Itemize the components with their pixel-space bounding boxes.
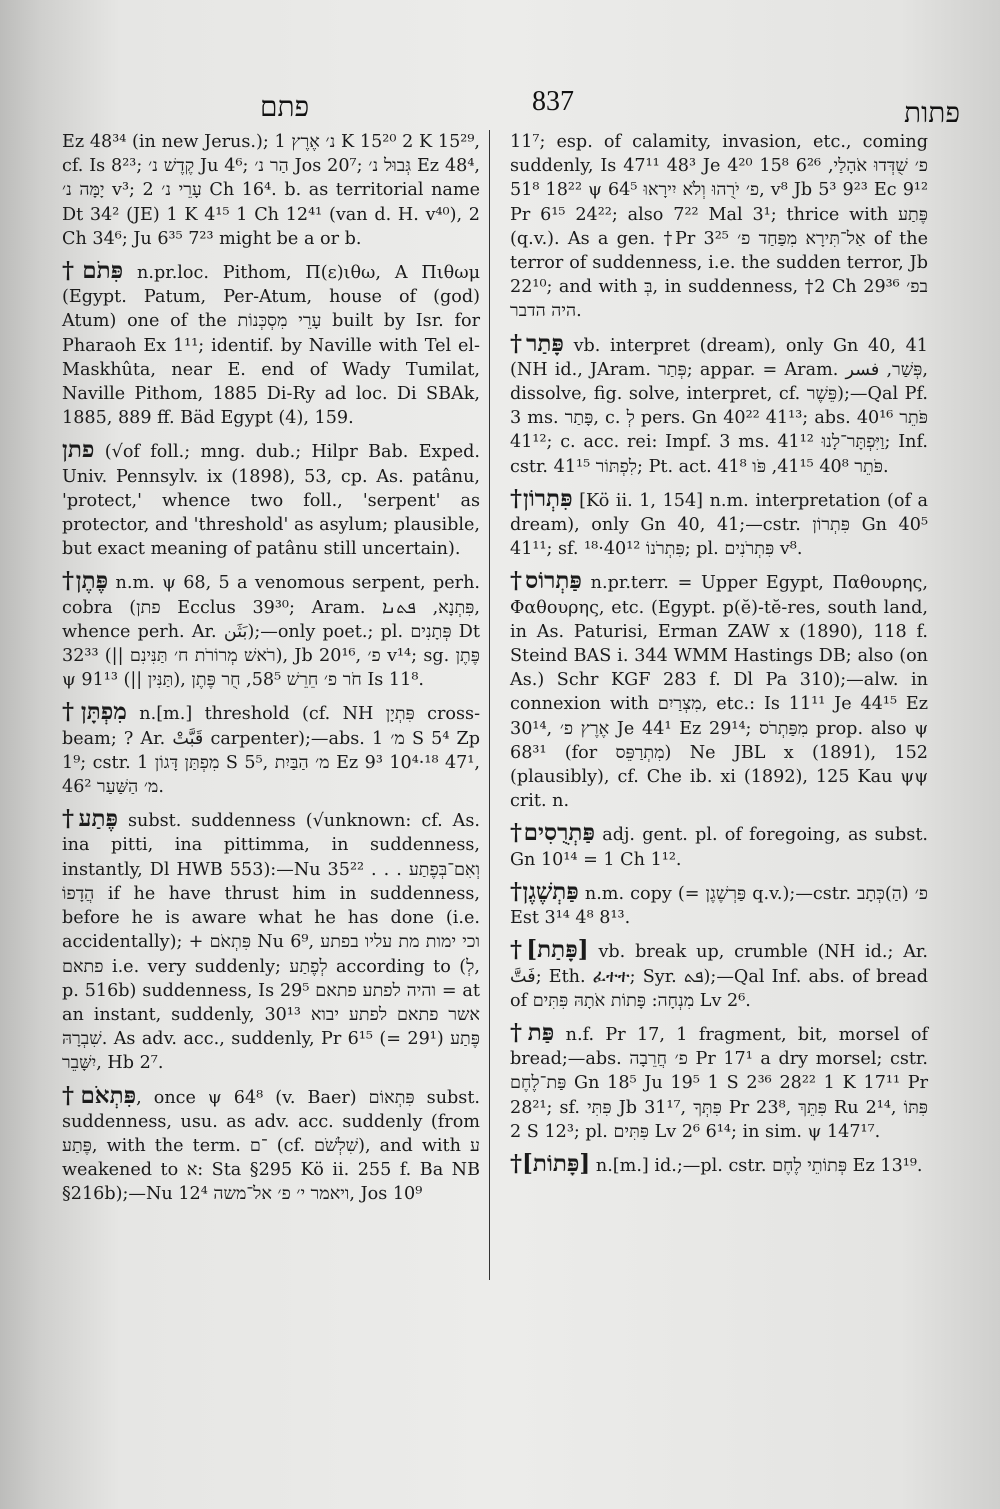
entry-text: 11⁷; esp. of calamity, invasion, etc., coming suddenly, Is 47¹¹ 48³ Je 4²⁰ פ׳ שֻׁדְּדוּ אֹהָלַי, 6²⁶ 15⁸ 18²² 51⁸ ψ 64⁵ פ׳ יֹרֻהוּ וְלֹא יִירָאוּ, v⁸ Jb 5³ 9²³ Ec 9¹² Pr 6¹⁵ 24²²; also 7²² Mal 3¹; thrice with פֶּתַע (q.v.). As a gen. †Pr 3²⁵ אַל־תִּירָא מִפַּחַד פ׳ of the terror of suddenness, i.e. the sudden terror, Jb 22¹⁰; and with בְּ, in suddenness, †2 Ch 29³⁶ בפ׳ היה הדבר. — [510, 132, 929, 322]
entry-text: Ez 48³⁴ (in new Jerus.); נ׳ אֶרֶץ 1 K 15²⁰ 2 K 15²⁹, cf. Is 8²³; קֶדֶשׁ נ׳ Ju 4⁶; הַר נ׳ Jos 20⁷; גְּבוּל נ׳ Ez 48⁴, יָמָּה נ׳ v³; עָרֵי נ׳ 2 Ch 16⁴. b. as territorial name Dt 34² (JE) 1 K 4¹⁵ 1 Ch 12⁴¹ (van d. H. v⁴⁰), 2 Ch 34⁶; Ju 6³⁵ 7²³ might be a or b. — [62, 132, 481, 249]
entry-text: , once ψ 64⁸ (v. Baer) פִּתְאוֹם subst. suddenness, usu. as adv. acc. suddenly (from פֶּתַע, with the term. ־ם (cf. שִׁלְשֹׁם), and with ע weakened to א: Sta §295 Kö ii. 255 f. Ba NB §216b);—Nu 12⁴ ויאמר י׳ פ׳ אל־משה, Jos 10⁹ — [62, 1087, 480, 1205]
entry — [510, 821, 928, 871]
entry — [62, 130, 480, 251]
entry — [510, 877, 929, 930]
entry — [510, 329, 929, 479]
entry — [62, 807, 480, 1075]
entry-text: [Kö ii. 1, 154] n.m. interpretation (of a dream), only Gn 40, 41;—cstr. פִּתְרוֹן Gn 40⁵ 41¹¹; sf. פִּתְרֹנוֹ 40¹²·¹⁸; pl. פִּתְרֹנִים v⁸. — [510, 490, 929, 560]
right-column — [510, 130, 928, 1178]
entry — [62, 1081, 480, 1207]
headword: †פֶּתַע — [62, 805, 118, 833]
entry — [62, 569, 480, 692]
entry-text: n.[m.] threshold (cf. NH פִּתְיָן cross-beam; ? Ar. قَبَّتْ carpenter);—abs. מ׳ 1 S 5⁴ Zp 1⁹; cstr. מִפְתַּן דָּגוֹן 1 S 5⁵, מ׳ הַבַּיִת Ez 9³ 10⁴·¹⁸ 47¹, מ׳ הַשַּׁעַר 46². — [62, 704, 481, 798]
headword: †מִפְתָּן — [62, 698, 127, 726]
entry-text: n.f. Pr 17, 1 fragment, bit, morsel of bread;—abs. פ׳ חֲרֵבָה Pr 17¹ a dry morsel; cstr. פַּת־לֶחֶם Gn 18⁵ Ju 19⁵ 1 S 2³⁶ 28²² 1 K 17¹¹ Pr 28²¹; sf. פִּתִּי Jb 31¹⁷, פִּתְּךָ Pr 23⁸, פִּתֵּךְ Ru 2¹⁴, פִּתּוֹ 2 S 12³; pl. פִּתִּים Lv 2⁶ 6¹⁴; in sim. ψ 147¹⁷. — [510, 1024, 929, 1142]
running-head — [60, 86, 960, 129]
page-number: 837 — [532, 86, 574, 117]
headword: †פָּתַר — [510, 329, 564, 357]
entry-text: (√of foll.; mng. dub.; Hilpr Bab. Exped. Univ. Pennsylv. ix (1898), 53, cp. As. patânu, 'protect,' whence two foll., 'serpent' as protector, and 'threshold' as asylum; plausible, but exact meaning of patânu still uncertain). — [62, 442, 481, 560]
entry — [62, 438, 480, 561]
headword: פתן — [62, 436, 95, 464]
entry-text: n.m. ψ 68, 5 a venomous serpent, perh. cobra (פתן Ecclus 39³⁰; Aram. פִּתְנָא, ܦܬܢܐ, whence perh. Ar. بَثَن);—only poet.; pl. פְּתָנִים Dt 32³³ (|| רֹאשׁ מְרוֹרֹת ח׳ תַּנִּינִם), Jb 20¹⁶, פ׳ v¹⁴; sg. פֶּתֶן ψ 91¹³ (|| תַּנִּין), חֹר פ׳ חֵרֵשׁ 58⁵, חֻר פֶּתֶן Is 11⁸. — [62, 573, 481, 691]
left-running-head: פתם — [260, 90, 310, 123]
entry — [510, 569, 928, 813]
entry — [510, 938, 928, 1013]
headword: †[פָּתוֹת] — [510, 1149, 591, 1177]
headword: †[פָּתַת] — [510, 936, 589, 964]
headword: †פַּתְרֻסִים — [510, 819, 595, 847]
column-divider — [489, 130, 490, 1280]
headword: †פִּתֹם — [62, 257, 124, 285]
left-column — [62, 130, 480, 1207]
entry-text: n.[m.] id.;—pl. cstr. פְּתוֹתֵי לֶחֶם Ez 13¹⁹. — [595, 1155, 923, 1176]
entry — [510, 130, 928, 324]
headword: †פִּתְרוֹן — [510, 484, 573, 512]
headword: †פַּתְשֶׁגֶן — [510, 877, 579, 905]
entry — [62, 700, 480, 799]
entry — [62, 259, 480, 430]
entry-text: n.pr.terr. = Upper Egypt, Παθουρης, Φαθουρης, etc. (Egypt. p(ĕ)-tĕ-res, south land, in As. Paturisi, Erman ZAW x (1890), 118 f. Steind BAS i. 344 WMM Hastings DB; also (on As.) Schr KGF 283 f. Dl Pa 310);—alw. in connexion with מִצְרַיִם, etc.: Is 11¹¹ Je 44¹⁵ Ez 30¹⁴, אֶרֶץ פ׳ Je 44¹ Ez 29¹⁴; מִפַּתְרֹס prop. also ψ 68³¹ (for מִתְרַפֵּס) Ne JBL x (1891), 152 (plausibly), cf. Che ib. xi (1892), 125 Kau ψψ crit. n. — [510, 573, 929, 812]
right-running-head: פתות — [904, 96, 960, 129]
entry — [510, 484, 929, 562]
headword: †פִּתְאֹם — [62, 1081, 137, 1109]
entry-text: subst. suddenness (√unknown: cf. As. ina pitti, ina pittimma, in suddenness, instantly, Dl HWB 553):—Nu 35²² . . . וְאִם־בְּפֶתַע הֲדָפוֹ if he have thrust him in suddenness, before he is aware what he has done (i.e. accidentally); + פִּתְאֹם Nu 6⁹, וכי ימות מת עליו בפתע פתאם i.e. very suddenly; לְפֶתַע according to (לְ, p. 516b) suddenness, Is 29⁵ והיה לפתע פתאם = at an instant, suddenly, 30¹³ אשר פתאם לפתע יבוא שִׁבְרָהּ. As adv. acc., suddenly, Pr 6¹⁵ (= 29¹) פֶּתַע יִשָּׁבֵר, Hb 2⁷. — [62, 811, 481, 1074]
entry — [510, 1018, 929, 1144]
entry-text: vb. interpret (dream), only Gn 40, 41 (NH id., JAram. פְּתַר; appar. = Aram. פְּשַׁר, فسر, dissolve, fig. solve, interpret, cf. פֵּשֶׁר);—Qal Pf. 3 ms. פָּתַר, c. לְ pers. Gn 40²² 41¹³; abs. פֹּתֵר 40¹⁶ 41¹²; c. acc. rei: Impf. 3 ms. וַיִּפְתָּר־לָנוּ 41¹²; Inf. cstr. לִפְתּוֹר 41¹⁵; Pt. act. פֹּתֵר 40⁸ 41¹⁵, פֹּו 41⁸. — [510, 335, 929, 477]
entry-text: n.m. copy (= פַּרְשֶׁגֶן q.v.);—cstr. פ׳ (הַ)כְּתָב Est 3¹⁴ 4⁸ 8¹³. — [510, 883, 929, 929]
entry — [510, 1149, 928, 1178]
entry-text: n.pr.loc. Pithom, Π(ε)ιθω, Α Πιθωμ (Egypt. Patum, Per-Atum, house of (god) Atum) one of the עָרֵי מִסְכְּנוֹת built by Isr. for Pharaoh Ex 1¹¹; identif. by Naville with Tel el-Maskhûta, near E. end of Wady Tumilat, Naville Pithom, 1885 Di-Ry ad loc. Di SBAk, 1885, 889 ff. Bäd Egypt (4), 159. — [62, 263, 481, 429]
entry-text: vb. break up, crumble (NH id.; Ar. فَتَّ; Eth. ፈተተ; Syr. ܦܬ);—Qal Inf. abs. of bread of מִנְחָה: פָּתוֹת אֹתָהּ פִּתִּים Lv 2⁶. — [510, 942, 928, 1011]
headword: †פַּת — [510, 1018, 555, 1046]
headword: †פַּתְרוֹס — [510, 567, 582, 595]
headword: †פֶּתֶן — [62, 567, 109, 595]
entry-text: adj. gent. pl. of foregoing, as subst. Gn 10¹⁴ = 1 Ch 1¹². — [510, 825, 928, 870]
